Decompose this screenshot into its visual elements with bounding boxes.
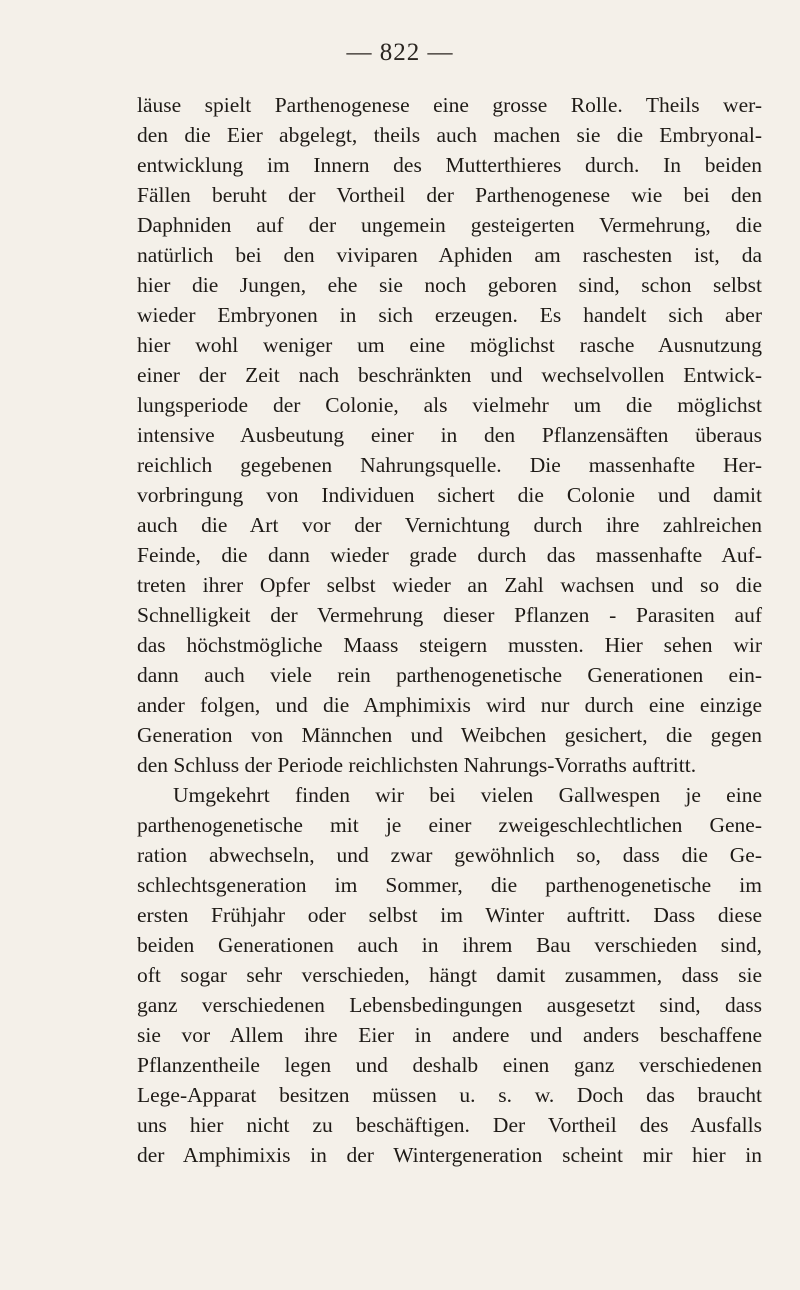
text-line: intensive Ausbeutung einer in den Pflanzensäften überaus <box>137 423 762 447</box>
text-line: oft sogar sehr verschieden, hängt damit zusammen, dass sie <box>137 963 762 987</box>
page-number: — 822 — <box>346 39 454 66</box>
text-line: Schnelligkeit der Vermehrung dieser Pflanzen - Parasiten auf <box>137 603 762 627</box>
text-line: parthenogenetische mit je einer zweigeschlechtlichen Gene- <box>137 813 762 837</box>
text-line: Generation von Männchen und Weibchen gesichert, die gegen <box>137 723 762 747</box>
text-line: dann auch viele rein parthenogenetische Generationen ein- <box>137 663 762 687</box>
text-line: Umgekehrt finden wir bei vielen Gallwespen je eine <box>173 783 762 807</box>
text-line: sie vor Allem ihre Eier in andere und anders beschaffene <box>137 1023 762 1047</box>
text-line: den die Eier abgelegt, theils auch machen sie die Embryonal- <box>137 123 762 147</box>
text-line: Lege-Apparat besitzen müssen u. s. w. Doch das braucht <box>137 1083 762 1107</box>
text-line: beiden Generationen auch in ihrem Bau verschieden sind, <box>137 933 762 957</box>
text-line: hier wohl weniger um eine möglichst rasche Ausnutzung <box>137 333 762 357</box>
text-line: schlechtsgeneration im Sommer, die parthenogenetische im <box>137 873 762 897</box>
text-line: läuse spielt Parthenogenese eine grosse Rolle. Theils wer- <box>137 93 762 117</box>
text-line: lungsperiode der Colonie, als vielmehr um die möglichst <box>137 393 762 417</box>
text-line: Feinde, die dann wieder grade durch das massenhafte Auf- <box>137 543 762 567</box>
text-line: Pflanzentheile legen und deshalb einen ganz verschiedenen <box>137 1053 762 1077</box>
text-line: ration abwechseln, und zwar gewöhnlich so, dass die Ge- <box>137 843 762 867</box>
text-line: wieder Embryonen in sich erzeugen. Es handelt sich aber <box>137 303 762 327</box>
text-line: natürlich bei den viviparen Aphiden am raschesten ist, da <box>137 243 762 267</box>
text-line: entwicklung im Innern des Mutterthieres durch. In beiden <box>137 153 762 177</box>
text-line: vorbringung von Individuen sichert die Colonie und damit <box>137 483 762 507</box>
text-line: den Schluss der Periode reichlichsten Nahrungs-Vorraths auftritt. <box>137 753 697 777</box>
text-line: Daphniden auf der ungemein gesteigerten Vermehrung, die <box>137 213 762 237</box>
text-line: treten ihrer Opfer selbst wieder an Zahl wachsen und so die <box>137 573 762 597</box>
text-line: das höchstmögliche Maass steigern mussten. Hier sehen wir <box>137 633 762 657</box>
text-line: der Amphimixis in der Wintergeneration scheint mir hier in <box>137 1143 762 1167</box>
body-text <box>137 90 762 1170</box>
paragraph-2 <box>137 780 762 1170</box>
text-line: ander folgen, und die Amphimixis wird nur durch eine einzige <box>137 693 762 717</box>
text-line: reichlich gegebenen Nahrungsquelle. Die massenhafte Her- <box>137 453 762 477</box>
paragraph-1 <box>137 90 762 780</box>
text-line: einer der Zeit nach beschränkten und wechselvollen Entwick- <box>137 363 762 387</box>
text-line: auch die Art vor der Vernichtung durch ihre zahlreichen <box>137 513 762 537</box>
text-line: ersten Frühjahr oder selbst im Winter auftritt. Dass diese <box>137 903 762 927</box>
text-line: Fällen beruht der Vortheil der Parthenogenese wie bei den <box>137 183 762 207</box>
text-line: ganz verschiedenen Lebensbedingungen ausgesetzt sind, dass <box>137 993 762 1017</box>
text-line: hier die Jungen, ehe sie noch geboren sind, schon selbst <box>137 273 762 297</box>
text-line: uns hier nicht zu beschäftigen. Der Vortheil des Ausfalls <box>137 1113 762 1137</box>
